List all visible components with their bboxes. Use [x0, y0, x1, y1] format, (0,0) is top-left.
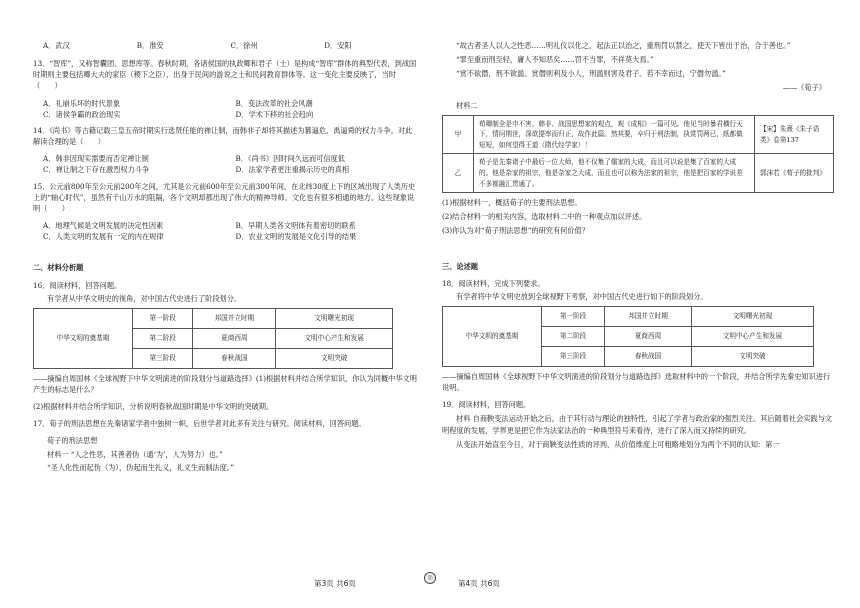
- table-cell: 邦国并立时期: [193, 308, 276, 328]
- table-row: [443, 115, 834, 154]
- q12-option-c[interactable]: C．徐州: [230, 41, 258, 50]
- table-cell: 春秋战国: [605, 347, 692, 367]
- table-cell: 乙: [443, 154, 474, 193]
- q12-options: [43, 40, 418, 51]
- q16-table: [33, 308, 393, 369]
- quote-3: “赏不欲僭，刑不欲滥。赏僭则利及小人，刑滥则害及君子。若不幸而过，宁僭勿滥。”: [456, 69, 726, 79]
- table-cell: 荀卿制全是申不害、韩非、战国思想家的观点，观《成相》一篇可见。他见当时暴君横行天下，情问荆世，深欲提率而归正，故作此篇。然其要，卒归于刑法制，执赏罚两已，纸都做短短，如何望得王道（隋代经学家）！: [474, 115, 755, 154]
- table-row: [443, 154, 834, 193]
- q18-intro: 18．阅读材料，完成下列要求。: [442, 278, 545, 288]
- right-column: [442, 40, 834, 456]
- q17-question-2: (2)结合材料一的相关内容，选取材料二中的一种观点加以评述。: [442, 212, 647, 222]
- table-cell: 文明曙光初现: [276, 308, 393, 328]
- q17-stem: 17．荀子的刑法思想在先秦诸家学者中独树一帜，后世学者对此多有关注与研究。阅读材料，回答问题。: [33, 419, 366, 429]
- table-cell: 第一阶段: [542, 307, 605, 327]
- page-number-left: 第3页 共6页: [314, 579, 356, 588]
- q12-option-b[interactable]: B．淮安: [136, 41, 164, 50]
- quote-source: ——《荀子》: [782, 83, 826, 93]
- table-row: [34, 308, 393, 328]
- binding-mark-icon: ◎: [424, 572, 436, 584]
- table-head-cell: 中华文明的奠基期: [443, 307, 542, 367]
- q18-table: [442, 306, 814, 367]
- q13-options: [43, 98, 418, 120]
- table-cell: 夏商西周: [193, 328, 276, 348]
- table-cell: 第二阶段: [542, 327, 605, 347]
- q14-stem: 14．《尚书》等古籍记载三皇五帝时期实行选贤任能的禅让制，而韩非子却将其描述为篡逼危，禹逼舜的权力斗争。对此解读合理的是（ ）: [33, 125, 413, 147]
- q16-source: ——摘编自周国林《全球视野下中华文明演进的阶段划分与道路选择》(1)根据材料并结合所学知识，你认为同概中华文明产生的标志是什么？: [33, 373, 417, 394]
- table-cell: 第三阶段: [542, 347, 605, 367]
- table-cell: 文明曙光初现: [691, 307, 813, 327]
- q14-options: [43, 153, 418, 175]
- q16-intro: 16．阅读材料，回答问题。: [33, 280, 122, 290]
- table-cell: 春秋战国: [193, 348, 276, 368]
- section-2-title: 二、材料分析题: [33, 263, 84, 273]
- q14-option-b[interactable]: B．《尚书》因时间久远而可信度低: [235, 154, 345, 164]
- q12-option-d[interactable]: D．安阳: [324, 41, 352, 50]
- q15-option-c[interactable]: C．人类文明的发展有一定的内在规律: [43, 232, 164, 242]
- q17-question-3: (3)你认为对“荀子刑法思想”的研究有何价值？: [442, 226, 589, 236]
- q14-option-a[interactable]: A．韩非因现实需要而否定禅让制: [43, 154, 149, 164]
- q17-material-1: 材料一 “人之性恶，其善者伪（通‘为’，人为努力）也。”: [47, 449, 223, 459]
- table-cell: 荀子是先秦诸子中最后一位大师，他不仅集了儒家的大成，而且可以说是集了百家的大成的。他是杂家的祖宗，他是杂家之大成，而且也可以称为法家的祖宗，他是把百家的学说差不多都融汇贯通了。: [474, 154, 755, 193]
- table-head-cell: 中华文明的奠基期: [34, 308, 133, 368]
- q19-material: 材料 自商鞅变法运动开始之后，由于其行动与理论的独特性，引起了学者与政治家的强烈关注。其后随着社会实践与文明程度的发展，学界更是把它作为法家法治的一种典型符号来看待，进行了深入而又持续的研究。: [442, 414, 833, 435]
- table-row: [443, 307, 814, 327]
- q18-lead: 有学者将中华文明史放到全球视野下考察，对中国古代史进行如下的阶段划分。: [456, 291, 708, 301]
- q16-question-2: (2)根据材料并结合所学知识，分析说明春秋战国时期是中华文明的突破期。: [33, 402, 274, 412]
- table-cell: 文明突破: [691, 347, 813, 367]
- q17-title: 荀子的刑法思想: [47, 436, 98, 446]
- q12-option-a[interactable]: A．武汉: [43, 41, 70, 50]
- table-cell: 【宋】朱熹《朱子语类》卷第137: [755, 115, 834, 154]
- table-cell: 第二阶段: [133, 328, 193, 348]
- q17-material-1b: “圣人化性而起伪（为），伪起而生礼义，礼义生而制法度。”: [47, 462, 235, 472]
- left-column: [33, 40, 418, 479]
- q18-source: ——摘编自周国林《全球视野下中华文明演进的阶段划分与道路选择》选取材料中的一个阶段，并结合所学先秦史知识进行说明。: [442, 372, 831, 393]
- q15-options: [43, 220, 418, 242]
- section-3-title: 三、论述题: [442, 261, 478, 271]
- q13-option-c[interactable]: C．诸侯争霸的政治现实: [43, 109, 121, 119]
- q16-lead: 有学者从中华文明史的视角，对中国古代史进行了阶段划分。: [47, 293, 242, 303]
- q14-option-d[interactable]: D．法家学者更注重揭示历史的真相: [235, 165, 350, 175]
- q15-stem: 15．公元前800年至公元前200年之间，尤其是公元前600年至公元前300年间，在北纬30度上下的区域出现了人类历史上的“轴心时代”，虽然有千山万水的阻隔，各个文明却都出现了伟大的精神导师，文化也有很多相通的地方。这些现象说明（ ）: [33, 181, 416, 213]
- q13-option-a[interactable]: A．礼崩乐坏的时代景象: [43, 98, 121, 108]
- q15-option-b[interactable]: B．早期人类各文明体有着密切的联系: [235, 221, 356, 231]
- q14-option-c[interactable]: C．禅让制之下存在激烈权力斗争: [43, 165, 150, 175]
- page-number-right: 第4页 共6页: [458, 579, 500, 588]
- table-cell: 郭沫若《荀子的批判》: [755, 154, 834, 193]
- q17-question-1: (1)根据材料一，概括荀子的主要刑法思想。: [442, 198, 582, 208]
- table-cell: 文明突破: [276, 348, 393, 368]
- q15-option-d[interactable]: D．农业文明的发展是文化引导的结果: [235, 232, 357, 242]
- table-cell: 文明中心产生和发展: [691, 327, 813, 347]
- table-cell: 夏商西周: [605, 327, 692, 347]
- table-cell: 邦国并立时期: [605, 307, 692, 327]
- q15-option-a[interactable]: A．地理气候是文明发展的决定性因素: [43, 221, 164, 231]
- table-cell: 第一阶段: [133, 308, 193, 328]
- q13-option-b[interactable]: B．变法改革的社会风潮: [235, 98, 313, 108]
- q13-stem: 13．“智库”，又称智囊团、思想库等。春秋时期，各诸侯国的执政卿和君子（士）是构成“智库”群体的典型代表，到战国时期则主要包括卿大夫的家臣（稷下之臣）、出身于民间的游说之士和民间教育群体等。这一变化主要反映了，当时（ ）: [33, 59, 417, 91]
- quote-1: “故古者圣人以人之性恶……明礼仪以化之，起法正以治之，重刑罚以禁之，使天下皆出于治，合于善也。”: [456, 41, 791, 50]
- material-2-title: 材料二: [456, 100, 478, 110]
- material-2-table: [442, 115, 834, 193]
- q13-option-d[interactable]: D．学术下移的社会趋向: [235, 109, 314, 119]
- table-cell: 甲: [443, 115, 474, 154]
- quote-2: “罪至重而刑至轻，庸人不知恶矣……罚不当罪，不祥莫大焉。”: [456, 55, 654, 65]
- q19-material-cont: 从变法开始直至今日，对于商鞅变法性质的评判，从价值维度上可粗略地划分为两个不同的认知：第一: [456, 439, 780, 449]
- q19-intro: 19．阅读材料，回答问题。: [442, 400, 531, 410]
- table-cell: 文明中心产生和发展: [276, 328, 393, 348]
- table-cell: 第三阶段: [133, 348, 193, 368]
